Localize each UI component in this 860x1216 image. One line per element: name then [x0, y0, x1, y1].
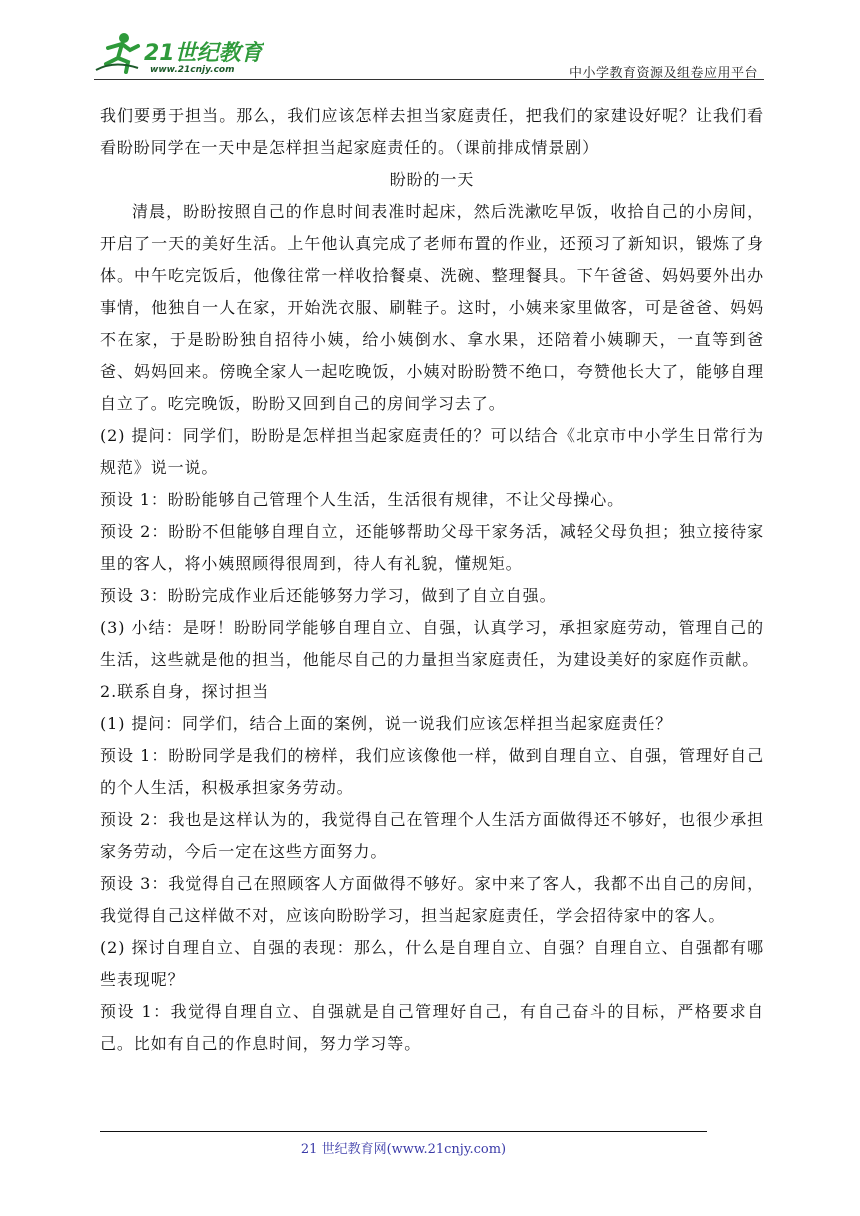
runner-icon — [96, 33, 138, 72]
footer-link[interactable]: 21 世纪教育网(www.21cnjy.com) — [300, 1142, 507, 1157]
preset-3b: 预设 3：我觉得自己在照顾客人方面做得不够好。家中来了客人，我都不出自己的房间，我觉得自己这样做不对，应该向盼盼学习，担当起家庭责任，学会招待家中的客人。 — [100, 874, 764, 925]
preset-3: 预设 3：盼盼完成作业后还能够努力学习，做到了自立自强。 — [100, 586, 557, 605]
preset-1c: 预设 1：我觉得自理自立、自强就是自己管理好自己，有自己奋斗的目标，严格要求自己。比如有自己的作息时间，努力学习等。 — [100, 1002, 764, 1053]
platform-name: 中小学教育资源及组卷应用平台 — [568, 66, 758, 81]
story-paragraph: 清晨，盼盼按照自己的作息时间表准时起床，然后洗漱吃早饭，收拾自己的小房间，开启了一天的美好生活。上午他认真完成了老师布置的作业，还预习了新知识，锻炼了身体。中午吃完饭后，他像往常一样收拾餐桌、洗碗、整理餐具。下午爸爸、妈妈要外出办事情，他独自一人在家，开始洗衣服、刷鞋子。这时，小姨来家里做客，可是爸爸、妈妈不在家，于是盼盼独自招待小姨，给小姨倒水、拿水果，还陪着小姨聊天，一直等到爸爸、妈妈回来。傍晚全家人一起吃晚饭，小姨对盼盼赞不绝口，夸赞他长大了，能够自理自立了。吃完晚饭，盼盼又回到自己的房间学习去了。 — [100, 202, 764, 413]
logo-url: www.21cnjy.com — [150, 65, 235, 75]
preset-1: 预设 1：盼盼能够自己管理个人生活，生活很有规律，不让父母操心。 — [100, 490, 625, 509]
preset-2: 预设 2：盼盼不但能够自理自立，还能够帮助父母干家务活，减轻父母负担；独立接待家里的客人，将小姨照顾得很周到，待人有礼貌，懂规矩。 — [100, 522, 764, 573]
section-title: 盼盼的一天 — [389, 170, 475, 189]
site-logo[interactable] — [94, 30, 264, 76]
logo-text: 21世纪教育 — [144, 41, 263, 66]
document-body — [100, 100, 764, 1060]
section-heading-2: 2.联系自身，探讨担当 — [100, 682, 270, 701]
question-1: (1) 提问：同学们，结合上面的案例，说一说我们应该怎样担当起家庭责任？ — [100, 714, 673, 733]
question-2: (2) 提问：同学们，盼盼是怎样担当起家庭责任的？可以结合《北京市中小学生日常行为规范》说一说。 — [100, 426, 764, 477]
summary-3: (3) 小结：是呀！盼盼同学能够自理自立、自强，认真学习，承担家庭劳动，管理自己的生活，这些就是他的担当，他能尽自己的力量担当家庭责任，为建设美好的家庭作贡献。 — [100, 618, 764, 669]
preset-2b: 预设 2：我也是这样认为的，我觉得自己在管理个人生活方面做得还不够好，也很少承担家务劳动，今后一定在这些方面努力。 — [100, 810, 764, 861]
header-divider — [94, 79, 764, 80]
page-header — [94, 30, 764, 80]
discussion-2: (2) 探讨自理自立、自强的表现：那么，什么是自理自立、自强？自理自立、自强都有哪些表现呢？ — [100, 938, 764, 989]
footer-divider — [100, 1131, 707, 1132]
preset-1b: 预设 1：盼盼同学是我们的榜样，我们应该像他一样，做到自理自立、自强，管理好自己的个人生活，积极承担家务劳动。 — [100, 746, 764, 797]
paragraph-intro: 我们要勇于担当。那么，我们应该怎样去担当家庭责任，把我们的家建设好呢？让我们看看盼盼同学在一天中是怎样担当起家庭责任的。（课前排成情景剧） — [100, 106, 764, 157]
